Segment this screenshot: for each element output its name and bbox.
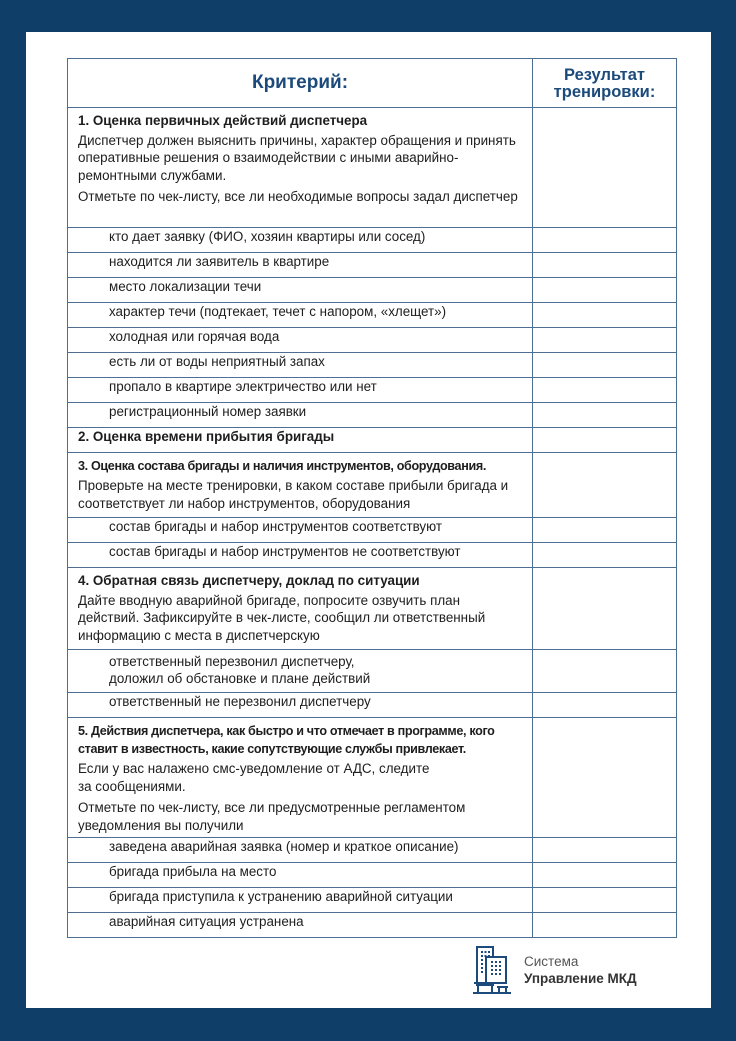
- section-5-paragraph-2: Отметьте по чек-листу, все ли предусмотренные регламентом уведомления вы получили: [78, 800, 466, 833]
- building-icon: [472, 945, 512, 995]
- checklist-item-row: [68, 650, 677, 693]
- checklist-item-row: [68, 543, 677, 568]
- checklist-item: пропало в квартире электричество или нет: [68, 378, 533, 403]
- result-cell[interactable]: [533, 253, 677, 278]
- brand-logo: [472, 945, 637, 995]
- criterion-column-header: Критерий:: [68, 59, 533, 108]
- section-3-title: 3. Оценка состава бригады и наличия инструментов, оборудования.: [78, 459, 486, 473]
- section-4-title: 4. Обратная связь диспетчеру, доклад по ситуации: [78, 573, 420, 588]
- checklist-item: регистрационный номер заявки: [68, 403, 533, 428]
- checklist-item: находится ли заявитель в квартире: [68, 253, 533, 278]
- checklist-item: бригада приступила к устранению аварийной ситуации: [68, 888, 533, 913]
- section-row-5: [68, 718, 677, 838]
- brand-line-2: Управление МКД: [524, 971, 637, 986]
- section-row-1: [68, 108, 677, 228]
- section-5-paragraph-1: Если у вас налажено смс-уведомление от АДС, следите за сообщениями.: [78, 761, 430, 794]
- brand-line-1: Система: [524, 954, 579, 969]
- section-2-result-cell[interactable]: [533, 428, 677, 453]
- checklist-item-row: [68, 328, 677, 353]
- checklist-item-row: [68, 863, 677, 888]
- result-cell[interactable]: [533, 403, 677, 428]
- checklist-item: есть ли от воды неприятный запах: [68, 353, 533, 378]
- table-header-row: [68, 59, 677, 108]
- checklist-item-row: [68, 913, 677, 938]
- checklist-item: характер течи (подтекает, течет с напором, «хлещет»): [68, 303, 533, 328]
- result-column-header: Результат тренировки:: [533, 59, 677, 108]
- checklist-item: холодная или горячая вода: [68, 328, 533, 353]
- checklist-item-row: [68, 403, 677, 428]
- checklist-item-row: [68, 278, 677, 303]
- checklist-item-row: [68, 518, 677, 543]
- result-cell[interactable]: [533, 863, 677, 888]
- result-cell[interactable]: [533, 913, 677, 938]
- checklist-item: аварийная ситуация устранена: [68, 913, 533, 938]
- section-row-4: [68, 568, 677, 650]
- section-1-result-cell[interactable]: [533, 108, 677, 228]
- checklist-item-row: [68, 303, 677, 328]
- result-cell[interactable]: [533, 650, 677, 693]
- section-4-paragraph-1: Дайте вводную аварийной бригаде, попросите озвучить план действий. Зафиксируйте в чек-листе, сообщил ли ответственный информацию с места в диспетчерскую: [78, 592, 486, 643]
- training-checklist-table: [67, 58, 677, 938]
- result-cell[interactable]: [533, 303, 677, 328]
- checklist-item: ответственный не перезвонил диспетчеру: [68, 693, 533, 718]
- checklist-item-row: [68, 353, 677, 378]
- section-5-title: 5. Действия диспетчера, как быстро и что отмечает в программе, кого ставит в известность, какие сопутствующие службы привлекает.: [78, 724, 495, 756]
- checklist-item: место локализации течи: [68, 278, 533, 303]
- result-cell[interactable]: [533, 278, 677, 303]
- section-row-3: [68, 453, 677, 518]
- section-1-paragraph-1: Диспетчер должен выяснить причины, характер обращения и принять оперативные решения о взаимодействии с иными аварийно-ремонтными службами.: [78, 132, 516, 183]
- section-5-result-cell[interactable]: [533, 718, 677, 838]
- checklist-item-row: [68, 838, 677, 863]
- result-cell[interactable]: [533, 543, 677, 568]
- section-5-criterion: [68, 718, 533, 838]
- section-3-criterion: [68, 453, 533, 518]
- checklist-item-row: [68, 253, 677, 278]
- section-3-result-cell[interactable]: [533, 453, 677, 518]
- section-1-criterion: [68, 108, 533, 228]
- checklist-item: бригада прибыла на место: [68, 863, 533, 888]
- checklist-page: [26, 32, 711, 1008]
- section-4-result-cell[interactable]: [533, 568, 677, 650]
- result-cell[interactable]: [533, 378, 677, 403]
- checklist-item: заведена аварийная заявка (номер и краткое описание): [68, 838, 533, 863]
- checklist-item-row: [68, 693, 677, 718]
- checklist-item: ответственный перезвонил диспетчеру, доложил об обстановке и плане действий: [68, 650, 533, 693]
- checklist-item: состав бригады и набор инструментов соответствуют: [68, 518, 533, 543]
- section-row-2: [68, 428, 677, 453]
- section-2-criterion: [68, 428, 533, 453]
- checklist-item-row: [68, 888, 677, 913]
- result-cell[interactable]: [533, 353, 677, 378]
- section-3-paragraph-1: Проверьте на месте тренировки, в каком составе прибыли бригада и соответствует ли набор инструментов, оборудования: [78, 478, 509, 511]
- result-cell[interactable]: [533, 693, 677, 718]
- checklist-item-row: [68, 378, 677, 403]
- checklist-item: кто дает заявку (ФИО, хозяин квартиры или сосед): [68, 228, 533, 253]
- checklist-item-row: [68, 228, 677, 253]
- result-cell[interactable]: [533, 838, 677, 863]
- result-cell[interactable]: [533, 518, 677, 543]
- section-1-title: 1. Оценка первичных действий диспетчера: [78, 113, 368, 128]
- section-1-paragraph-2: Отметьте по чек-листу, все ли необходимые вопросы задал диспетчер: [78, 189, 518, 204]
- result-cell[interactable]: [533, 328, 677, 353]
- checklist-item: состав бригады и набор инструментов не соответствуют: [68, 543, 533, 568]
- result-cell[interactable]: [533, 228, 677, 253]
- result-cell[interactable]: [533, 888, 677, 913]
- section-2-title: 2. Оценка времени прибытия бригады: [78, 429, 335, 444]
- section-4-criterion: [68, 568, 533, 650]
